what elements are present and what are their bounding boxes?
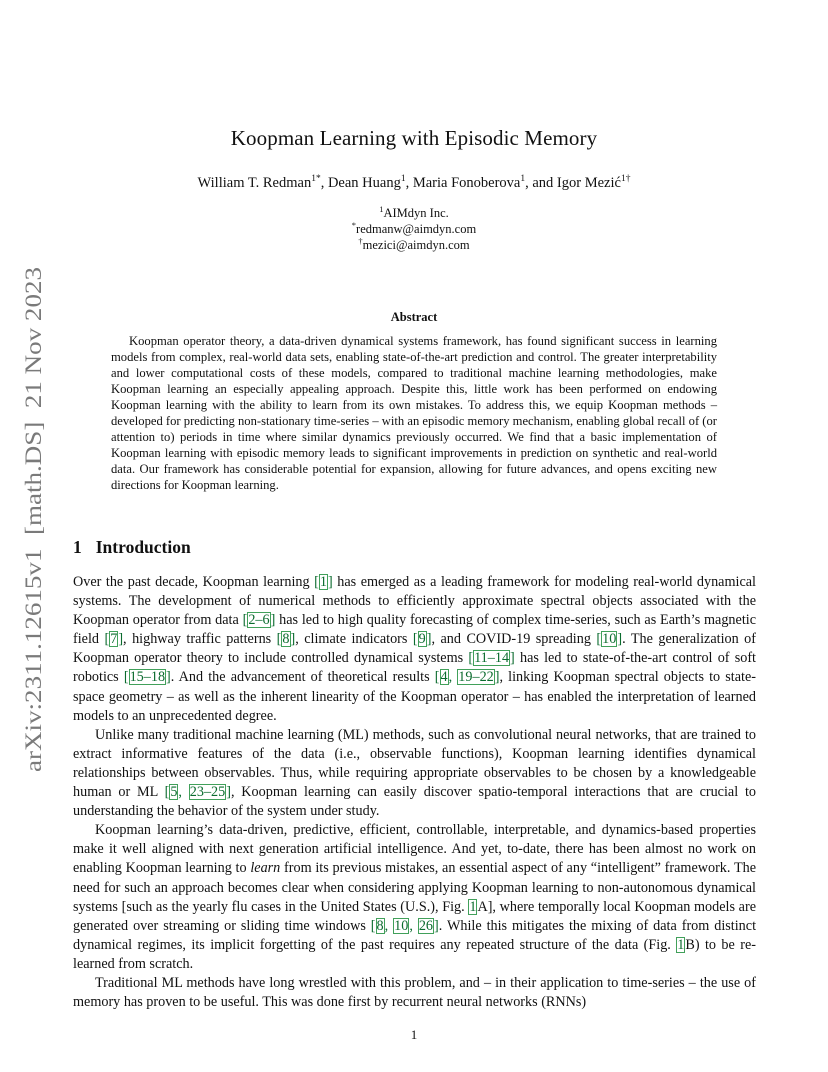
citation-link[interactable]: [10] <box>596 631 623 648</box>
email-link[interactable]: redmanw@aimdyn.com <box>356 222 477 236</box>
section-heading <box>73 537 191 558</box>
body-text <box>73 573 756 1012</box>
citation-link[interactable]: [7] <box>104 631 124 648</box>
author-list: William T. Redman$^{1*}$, Dean Huang$^1$, Maria Fonoberova$^1$, and Igor Mezić$^{1\dagger}$ <box>197 174 631 191</box>
citation-link[interactable]: [5, 23–25] <box>164 784 231 801</box>
paragraph: Koopman learning’s data-driven, predictive, efficient, controllable, interpretable, and dynamics-based properties make it well aligned with next generation artificial intelligence. And yet, to-date, there has been almost no work on enabling Koopman learning to learn from its previous mistakes, an essential aspect of any “intelligent” framework. The need for such an approach becomes clear when considering applying Koopman learning to non-autonomous dynamical systems [such as the yearly flu cases in the United States (U.S.), Fig. 1A], where temporally local Koopman models are generated over streaming or sliding time windows [8, 10, 26]. While this mitigates the mixing of data from distinct dynamical regimes, its implicit forgetting of the past requires any repeated structure of the data (Fig. 1B) to be re-learned from scratch. <box>73 822 757 972</box>
affiliation-email-mezic <box>0 238 828 253</box>
author-name: Dean Huang <box>327 175 401 191</box>
author-mark: 1 <box>520 174 526 184</box>
affiliation-org <box>0 206 828 221</box>
affiliation-mark: † <box>358 236 363 246</box>
citation-link[interactable]: [9] <box>412 631 432 648</box>
affiliation-mark: 1 <box>379 204 384 214</box>
citation-link[interactable]: [8] <box>276 631 296 648</box>
paragraph: Traditional ML methods have long wrestled with this problem, and – in their application to time-series – the use of memory has proven to be useful. This was done first by recurrent neural networks (RNNs) <box>73 974 756 1011</box>
emphasis-text: learn <box>250 860 281 877</box>
citation-link[interactable]: [1] <box>314 574 333 590</box>
paper-title: Koopman Learning with Episodic Memory <box>230 126 598 150</box>
author-name: Maria Fonoberova <box>412 175 521 191</box>
section-number: 1 <box>73 537 82 557</box>
email-link[interactable]: mezici@aimdyn.com <box>362 238 470 252</box>
citation-link[interactable]: [8, 10, 26] <box>370 917 439 934</box>
citation-link[interactable]: 1 <box>677 936 685 953</box>
page-number: 1 <box>410 1027 418 1042</box>
abstract-text: Koopman operator theory, a data-driven dynamical systems framework, has found significant success in learning models from complex, real-world data sets, enabling state-of-the-art prediction and control. The greater interpretability and lower computational costs of these models, compared to traditional machine learning methodologies, make Koopman learning an especially appealing approach. Despite this, little work has been performed on endowing Koopman learning with the ability to learn from its own mistakes. To address this, we equip Koopman methods – developed for predicting non-stationary time-series – with an episodic memory mechanism, enabling global recall of (or attention to) periods in time where similar dynamics previously occurred. We find that a basic implementation of Koopman learning with episodic memory leads to significant improvements in prediction on synthetic and real-world data. Our framework has considerable potential for expansion, allowing for future advances, and opens exciting new directions for Koopman learning. <box>111 334 717 492</box>
citation-link[interactable]: [2–6] <box>242 612 276 629</box>
author-name: Igor Mezić <box>556 175 621 191</box>
paragraph: Over the past decade, Koopman learning [1] has emerged as a leading framework for modeling real-world dynamical systems. The development of numerical methods to efficiently approximate spectral objects associated with the Koopman operator from data [2–6] has led to high quality forecasting of complex time-series, such as Earth’s magnetic field [7], highway traffic patterns [8], climate indicators [9], and COVID-19 spreading [10]. The generalization of Koopman operator theory to include controlled dynamical systems [11–14] has led to state-of-the-art control of soft robotics [15–18]. And the advancement of theoretical results [4, 19–22], linking Koopman spectral objects to state-space geometry – as well as the inherent linearity of the Koopman operator – has enabled the interpretation of learned models to an unprecedented degree. <box>73 574 757 724</box>
author-mark: 1* <box>311 174 321 184</box>
citation-link[interactable]: [15–18] <box>123 669 171 686</box>
arxiv-stamp <box>16 265 48 775</box>
author-mark: 1† <box>620 174 631 184</box>
author-mark: 1 <box>400 174 406 184</box>
abstract-heading: Abstract <box>390 310 438 324</box>
citation-link[interactable]: [11–14] <box>468 650 515 667</box>
author-name: William T. Redman <box>197 175 312 191</box>
citation-link[interactable]: 1 <box>469 898 477 915</box>
arxiv-stamp-text: arXiv:2311.12615v1 [math.DS] 21 Nov 2023 <box>21 332 47 772</box>
citation-link[interactable]: [4, 19–22] <box>434 669 500 686</box>
paragraph: Unlike many traditional machine learning (ML) methods, such as convolutional neural networks, that are trained to extract informative features of the data (i.e., observable functions), Koopman learning identifies dynamical relationships between observables. Thus, while requiring appropriate observables to be chosen by a knowledgeable human or ML [5, 23–25], Koopman learning can easily discover spatio-temporal interactions that are crucial to understanding the behavior of the system under study. <box>73 726 756 820</box>
affiliation-text: AIMdyn Inc. <box>383 206 449 220</box>
affiliation-email-redman <box>0 222 828 237</box>
affiliation-mark: * <box>351 220 357 230</box>
section-title: Introduction <box>95 537 191 557</box>
